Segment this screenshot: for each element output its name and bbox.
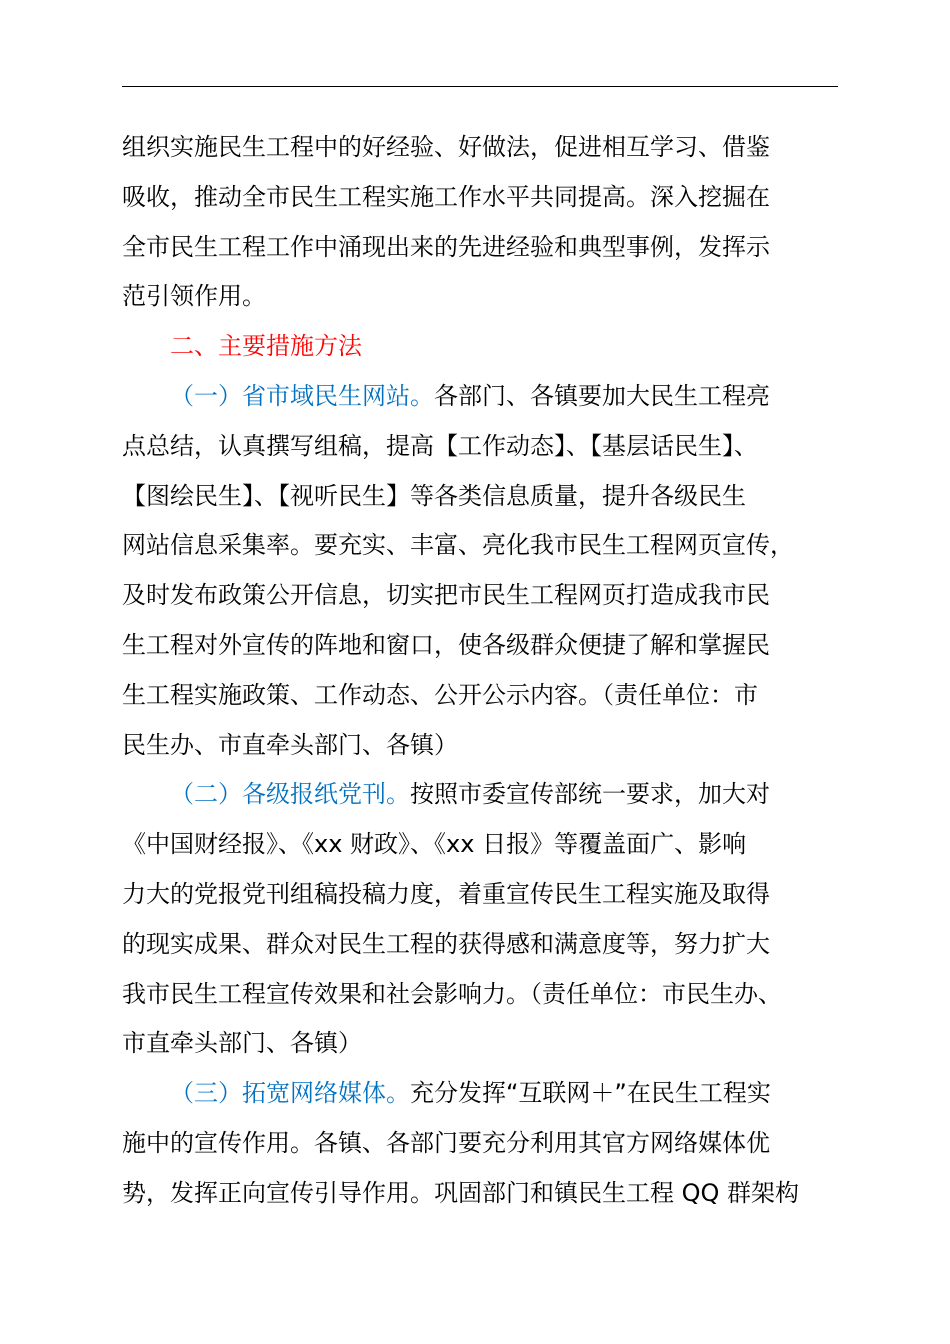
item-1-text: 各部门、各镇要加大民生工程亮 xyxy=(434,381,770,410)
text-line: 民生办、市直牵头部门、各镇） xyxy=(122,730,458,759)
text-line: 市直牵头部门、各镇） xyxy=(122,1029,362,1058)
item-2-text: 按照市委宣传部统一要求，加大对 xyxy=(410,780,770,809)
text-line: 网站信息采集率。要充实、丰富、亮化我市民生工程网页宣传， xyxy=(122,531,794,560)
intro-paragraph xyxy=(122,123,860,322)
item-3-first-line xyxy=(122,1069,860,1119)
text-line: 势，发挥正向宣传引导作用。巩固部门和镇民生工程 QQ 群架构 xyxy=(122,1178,800,1207)
item-2-first-line xyxy=(122,770,860,820)
text-line: 力大的党报党刊组稿投稿力度，着重宣传民生工程实施及取得 xyxy=(122,879,770,908)
text-line: 范引领作用。 xyxy=(122,282,266,311)
section-heading: 二、主要措施方法 xyxy=(170,332,362,361)
text-line: 组织实施民生工程中的好经验、好做法，促进相互学习、借鉴 xyxy=(122,133,770,161)
text-line: 生工程实施政策、工作动态、公开公示内容。（责任单位：市 xyxy=(122,680,758,709)
text-line: 【图绘民生】、【视听民生】等各类信息质量，提升各级民生 xyxy=(122,481,746,510)
item-2-title: （二）各级报纸党刊。 xyxy=(170,780,410,809)
header-rule xyxy=(122,86,838,87)
item-3-paragraph xyxy=(122,1069,860,1218)
item-3-title: （三）拓宽网络媒体。 xyxy=(170,1079,410,1108)
text-line: 我市民生工程宣传效果和社会影响力。（责任单位：市民生办、 xyxy=(122,979,782,1008)
item-2-paragraph xyxy=(122,770,860,1069)
text-line: 生工程对外宣传的阵地和窗口，使各级群众便捷了解和掌握民 xyxy=(122,630,770,659)
item-1-title: （一）省市域民生网站。 xyxy=(170,381,434,410)
item-1-first-line xyxy=(122,372,860,422)
text-line: 《中国财经报》、《xx 财政》、《xx 日报》等覆盖面广、影响 xyxy=(122,830,747,859)
item-1-paragraph xyxy=(122,372,860,770)
text-line: 全市民生工程工作中涌现出来的先进经验和典型事例，发挥示 xyxy=(122,232,770,261)
text-line: 的现实成果、群众对民生工程的获得感和满意度等，努力扩大 xyxy=(122,929,770,958)
text-line: 施中的宣传作用。各镇、各部门要充分利用其官方网络媒体优 xyxy=(122,1128,770,1157)
item-3-text: 充分发挥“互联网＋”在民生工程实 xyxy=(410,1079,771,1108)
text-line: 点总结，认真撰写组稿，提高【工作动态】、【基层话民生】、 xyxy=(122,431,758,460)
document-body xyxy=(122,123,860,1219)
text-line: 及时发布政策公开信息，切实把市民生工程网页打造成我市民 xyxy=(122,581,770,610)
text-line: 吸收，推动全市民生工程实施工作水平共同提高。深入挖掘在 xyxy=(122,182,770,211)
